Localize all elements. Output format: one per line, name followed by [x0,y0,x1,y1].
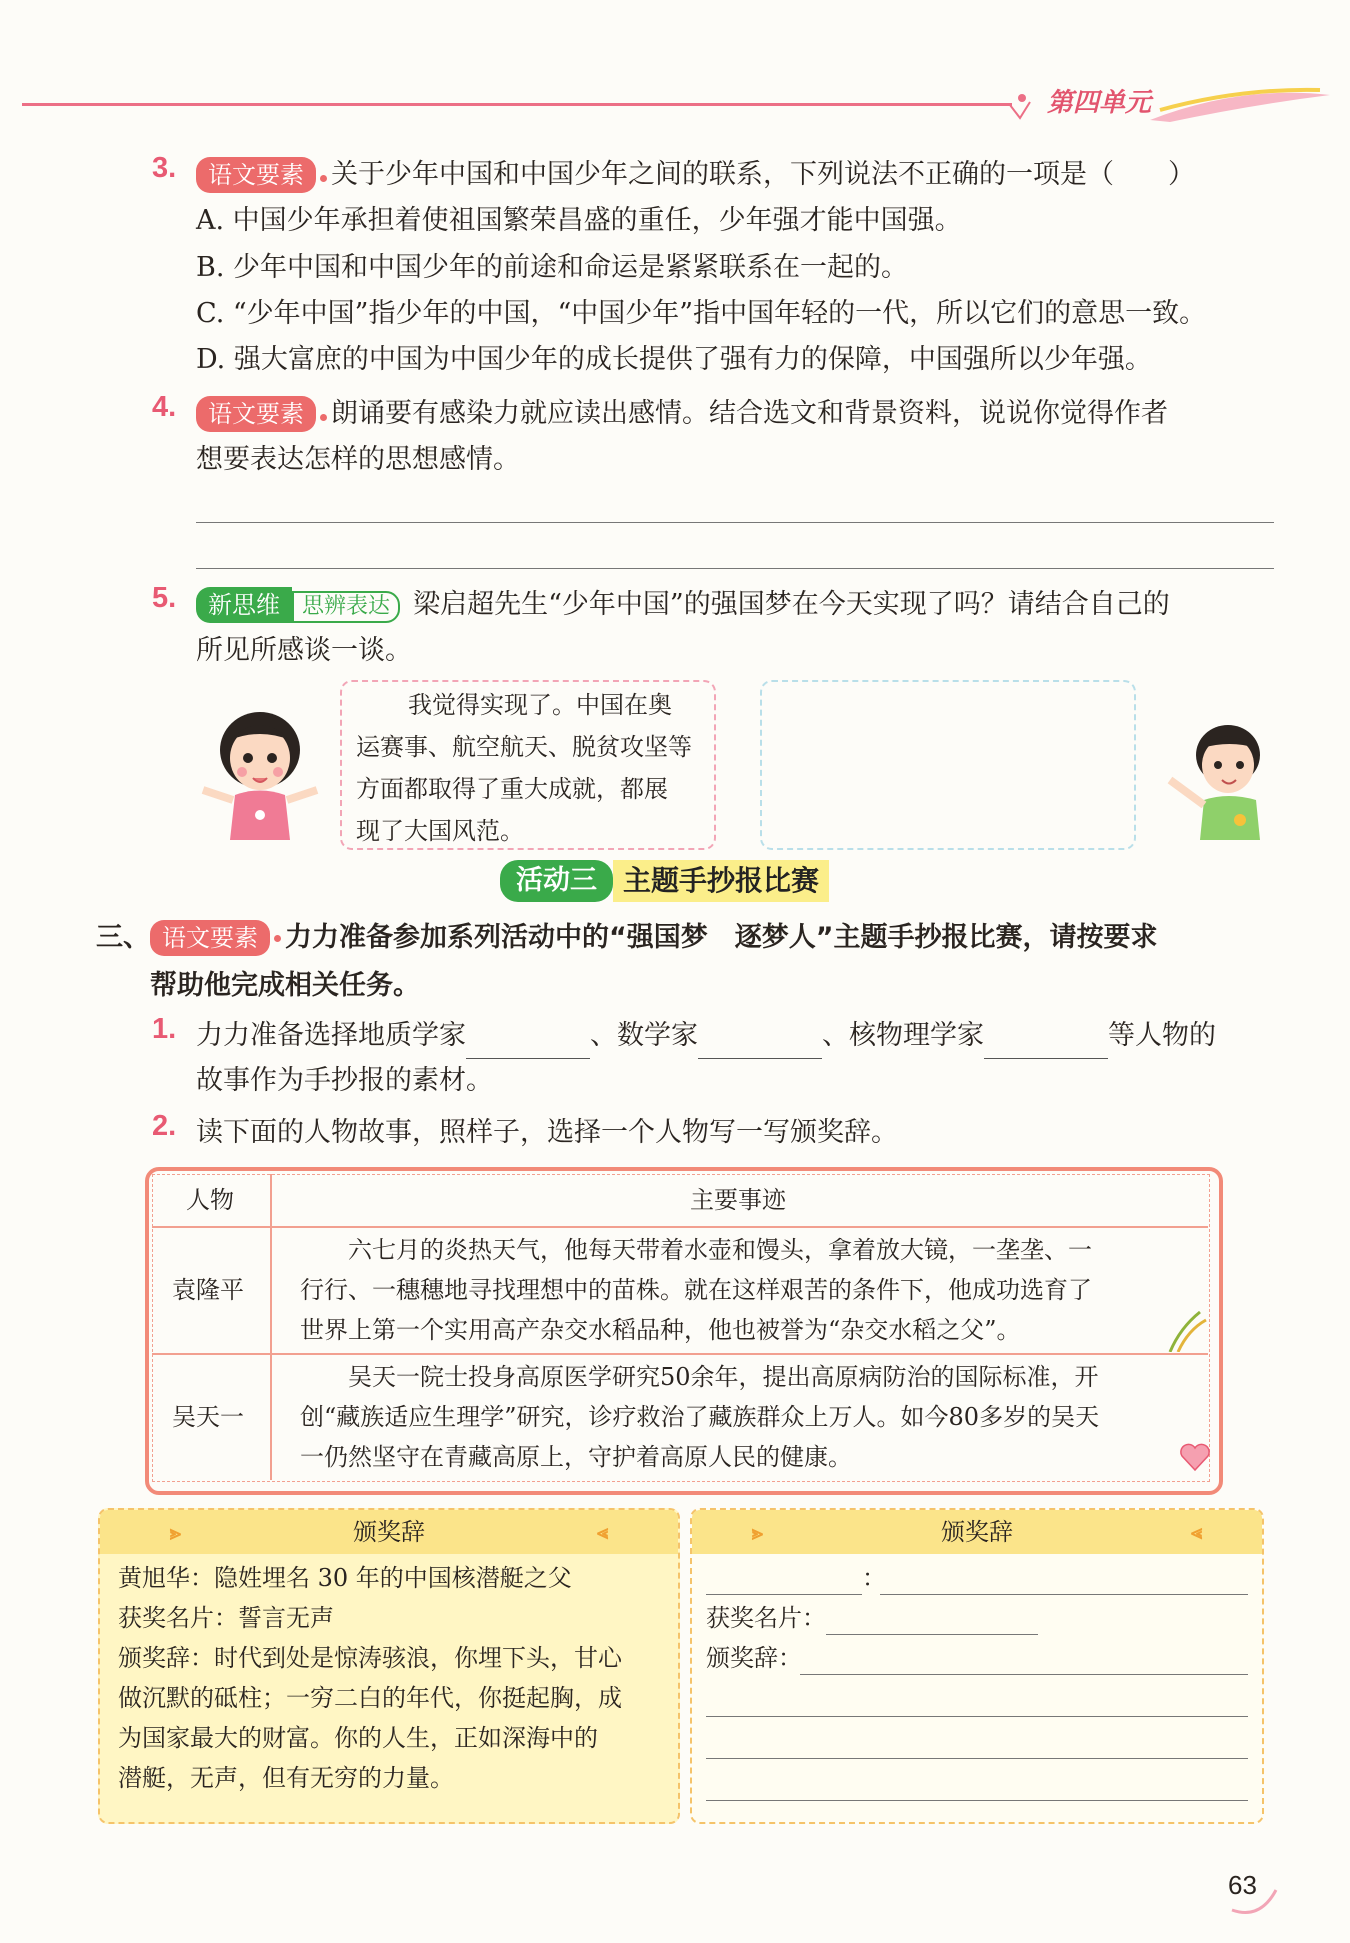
girl-illustration-icon [195,700,325,840]
option-d[interactable]: D. 强大富庶的中国为中国少年的成长提供了强有力的保障，中国强所以少年强。 [196,344,1152,375]
arrows-icon: ⪡ [1190,1520,1202,1544]
award-title: 颁奖辞 [353,1518,425,1546]
tag-dot-icon [274,935,281,942]
task-number: 2. [152,1110,177,1142]
blank-nuclear-physicist[interactable] [984,1028,1108,1059]
award-example-line: 为国家最大的财富。你的人生，正如深海中的 [118,1724,598,1752]
section-stem: 力力准备参加系列活动中的“强国梦 逐梦人”主题手抄报比赛，请按要求 [285,922,1158,953]
heart-icon [1178,1442,1212,1472]
card-blank[interactable] [826,1634,1038,1635]
page-swoosh-icon [1230,1880,1280,1920]
answer-line[interactable] [196,522,1274,523]
option-c[interactable]: C. “少年中国”指少年的中国，“中国少年”指中国年轻的一代，所以它们的意思一致。 [196,298,1207,329]
task-2-text: 读下面的人物故事，照样子，选择一个人物写一写颁奖辞。 [196,1117,898,1148]
task-text: 等人物的 [1108,1020,1216,1051]
skill-subtag: 思辨表达 [292,591,400,623]
tag-dot-icon [320,414,327,421]
arrows-icon: ⪢ [752,1520,764,1544]
skill-tag: 语文要素 [196,157,316,193]
activity-tag: 活动三 [500,860,613,902]
speech-label: 颁奖辞： [706,1644,802,1672]
award-example-line: 做沉默的砥柱；一穷二白的年代，你挺起胸，成 [118,1684,622,1712]
speech-blank[interactable] [800,1674,1248,1675]
boy-illustration-icon [1160,710,1275,840]
section-stem-cont: 帮助他完成相关任务。 [150,970,420,1001]
table-deeds-line: 行行、一穗穗地寻找理想中的苗株。就在这样艰苦的条件下，他成功选育了 [300,1276,1092,1304]
award-example-line: 获奖名片：誓言无声 [118,1604,334,1632]
arrows-icon: ⪢ [170,1520,182,1544]
table-person-name: 袁隆平 [172,1276,244,1304]
bubble-text: 现了大国风范。 [356,817,524,845]
rice-plant-icon [1160,1308,1210,1352]
table-deeds-line: 吴天一院士投身高原医学研究50余年，提出高原病防治的国际标准，开 [300,1363,1099,1391]
question-stem: 关于少年中国和中国少年之间的联系，下列说法不正确的一项是（ ） [331,159,1195,190]
task-1-row [196,1013,1216,1059]
question-4-stem-row [196,391,1168,437]
table-person-name: 吴天一 [172,1403,244,1431]
tag-dot-icon [320,175,327,182]
colon: ： [862,1564,886,1592]
table-header-deeds: 主要事迹 [690,1186,786,1214]
speech-blank[interactable] [706,1716,1248,1717]
table-deeds-line: 世界上第一个实用高产杂交水稻品种，他也被誉为“杂交水稻之父”。 [300,1316,1021,1344]
unit-title: 第四单元 [1047,88,1152,118]
option-b[interactable]: B. 少年中国和中国少年的前途和命运是紧紧联系在一起的。 [196,252,909,283]
blank-geologist[interactable] [466,1028,590,1059]
question-stem: 梁启超先生“少年中国”的强国梦在今天实现了吗？请结合自己的 [413,589,1170,620]
table-divider [152,1353,1208,1355]
task-text: 力力准备选择地质学家 [196,1020,466,1051]
table-deeds-line: 六七月的炎热天气，他每天带着水壶和馒头，拿着放大镜，一垄垄、一 [300,1236,1092,1264]
award-title: 颁奖辞 [941,1518,1013,1546]
activity-title: 主题手抄报比赛 [613,860,829,902]
award-blank-header [692,1510,1262,1554]
question-5-stem-row [196,582,1170,628]
task-text-cont: 故事作为手抄报的素材。 [196,1065,493,1096]
header-rule [22,103,1012,106]
answer-bubble[interactable] [760,680,1136,850]
award-example-line: 颁奖辞：时代到处是惊涛骇浪，你埋下头，甘心 [118,1644,622,1672]
question-number: 4. [152,391,177,423]
table-deeds-line: 一仍然坚守在青藏高原上，守护着高原人民的健康。 [300,1443,852,1471]
bubble-text: 我觉得实现了。中国在奥 [408,691,672,719]
arrows-icon: ⪡ [596,1520,608,1544]
award-example-line: 潜艇，无声，但有无穷的力量。 [118,1764,454,1792]
speech-blank[interactable] [706,1800,1248,1801]
blank-mathematician[interactable] [698,1028,822,1059]
table-divider [270,1174,272,1480]
card-label: 获奖名片： [706,1604,826,1632]
award-example-line: 黄旭华：隐姓埋名 30 年的中国核潜艇之父 [118,1564,572,1592]
bubble-text: 方面都取得了重大成就，都展 [356,775,668,803]
section-3-stem [96,915,1158,961]
question-stem-cont: 所见所感谈一谈。 [196,635,412,666]
name-blank[interactable] [706,1594,862,1595]
question-number: 3. [152,152,177,184]
task-number: 1. [152,1013,177,1045]
bubble-text: 运赛事、航空航天、脱贫攻坚等 [356,733,692,761]
task-text: 、数学家 [590,1020,698,1051]
speech-blank[interactable] [706,1758,1248,1759]
award-example-header [100,1510,678,1554]
skill-tag: 语文要素 [196,396,316,432]
table-deeds-line: 创“藏族适应生理学”研究，诊疗救治了藏族群众上万人。如今80多岁的吴天 [300,1403,1100,1431]
question-3-stem-row [196,152,1195,198]
answer-line[interactable] [196,568,1274,569]
task-text: 、核物理学家 [822,1020,984,1051]
question-stem: 朗诵要有感染力就应读出感情。结合选文和背景资料，说说你觉得作者 [331,398,1168,429]
table-header-person: 人物 [186,1186,234,1214]
section-number: 三、 [96,922,150,953]
title-blank[interactable] [880,1594,1248,1595]
question-number: 5. [152,582,177,614]
table-divider [152,1226,1208,1228]
skill-tag: 新思维 [196,587,292,623]
question-stem-cont: 想要表达怎样的思想感情。 [196,444,520,475]
skill-tag: 语文要素 [150,920,270,956]
option-a[interactable]: A. 中国少年承担着使祖国繁荣昌盛的重任，少年强才能中国强。 [196,205,962,236]
page-number: 63 [1228,1870,1257,1900]
activity-header [500,860,829,902]
